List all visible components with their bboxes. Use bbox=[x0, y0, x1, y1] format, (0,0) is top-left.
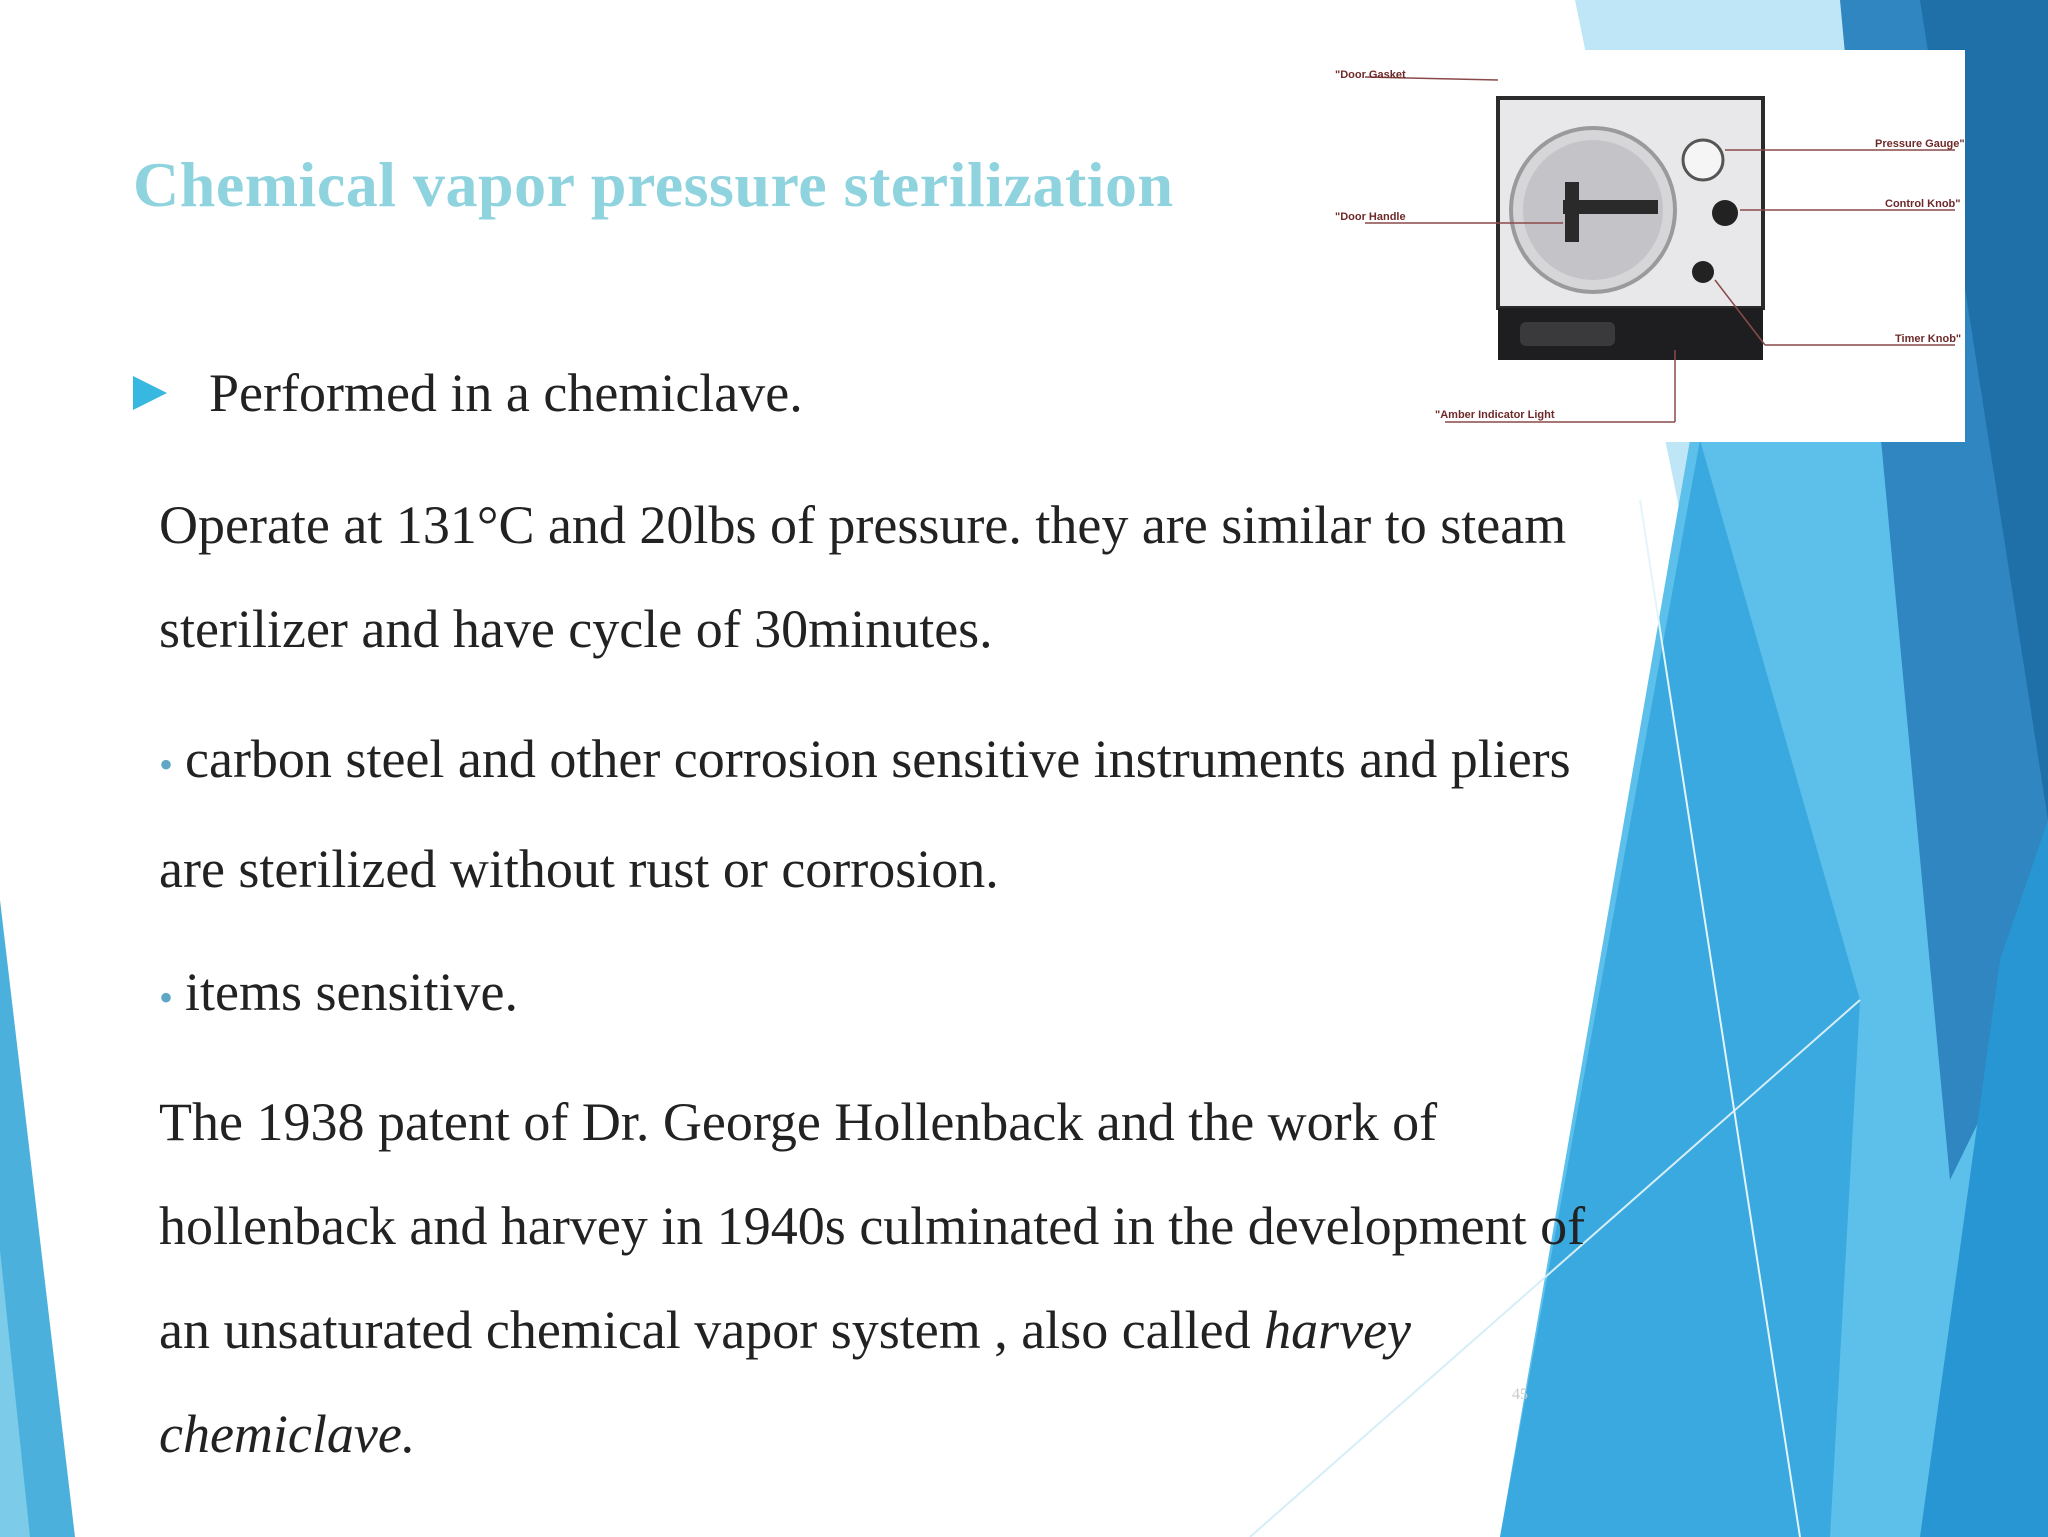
paragraph-line bbox=[159, 707, 1571, 817]
paragraph-line bbox=[159, 1278, 1585, 1382]
paragraph-line: The 1938 patent of Dr. George Hollenback and the work of bbox=[159, 1092, 1438, 1152]
callout-label: "Door Gasket bbox=[1335, 69, 1406, 81]
slide-title: Chemical vapor pressure sterilization bbox=[133, 149, 1174, 220]
paragraph-text: items sensitive. bbox=[185, 962, 518, 1022]
paragraph-line: are sterilized without rust or corrosion. bbox=[159, 838, 999, 899]
chemiclave-illustration bbox=[1335, 50, 1965, 442]
triangle-bullet-icon bbox=[133, 376, 167, 410]
paragraph-text: an unsaturated chemical vapor system , also called bbox=[159, 1300, 1265, 1360]
bullet-item bbox=[133, 362, 803, 424]
callout-label: "Amber Indicator Light bbox=[1435, 409, 1555, 421]
paragraph-line bbox=[159, 940, 518, 1050]
paragraph-items bbox=[159, 940, 518, 1050]
paragraph-instruments bbox=[159, 707, 1571, 921]
italic-term: harvey bbox=[1264, 1300, 1412, 1360]
page-number: 45 bbox=[1512, 1386, 1528, 1403]
paragraph-line: hollenback and harvey in 1940s culminated in the development of bbox=[159, 1196, 1586, 1256]
callout-label: Pressure Gauge" bbox=[1875, 138, 1965, 150]
callout-label: "Door Handle bbox=[1335, 211, 1406, 223]
paragraph-text: carbon steel and other corrosion sensitive instruments and pliers bbox=[185, 729, 1571, 789]
paragraph-operation bbox=[159, 473, 1566, 681]
bullet-text: Performed in a chemiclave. bbox=[209, 363, 803, 423]
italic-term: chemiclave. bbox=[159, 1404, 416, 1464]
dot-bullet-icon: • bbox=[159, 741, 174, 787]
paragraph-line: Operate at 131°C and 20lbs of pressure. they are similar to steam bbox=[159, 495, 1567, 555]
chemiclave-photo bbox=[1335, 50, 1965, 442]
callout-label: Timer Knob" bbox=[1895, 333, 1962, 345]
paragraph-history bbox=[159, 1070, 1585, 1486]
dot-bullet-icon: • bbox=[159, 974, 174, 1020]
paragraph-line: sterilizer and have cycle of 30minutes. bbox=[159, 599, 993, 659]
callout-label: Control Knob" bbox=[1885, 198, 1961, 210]
